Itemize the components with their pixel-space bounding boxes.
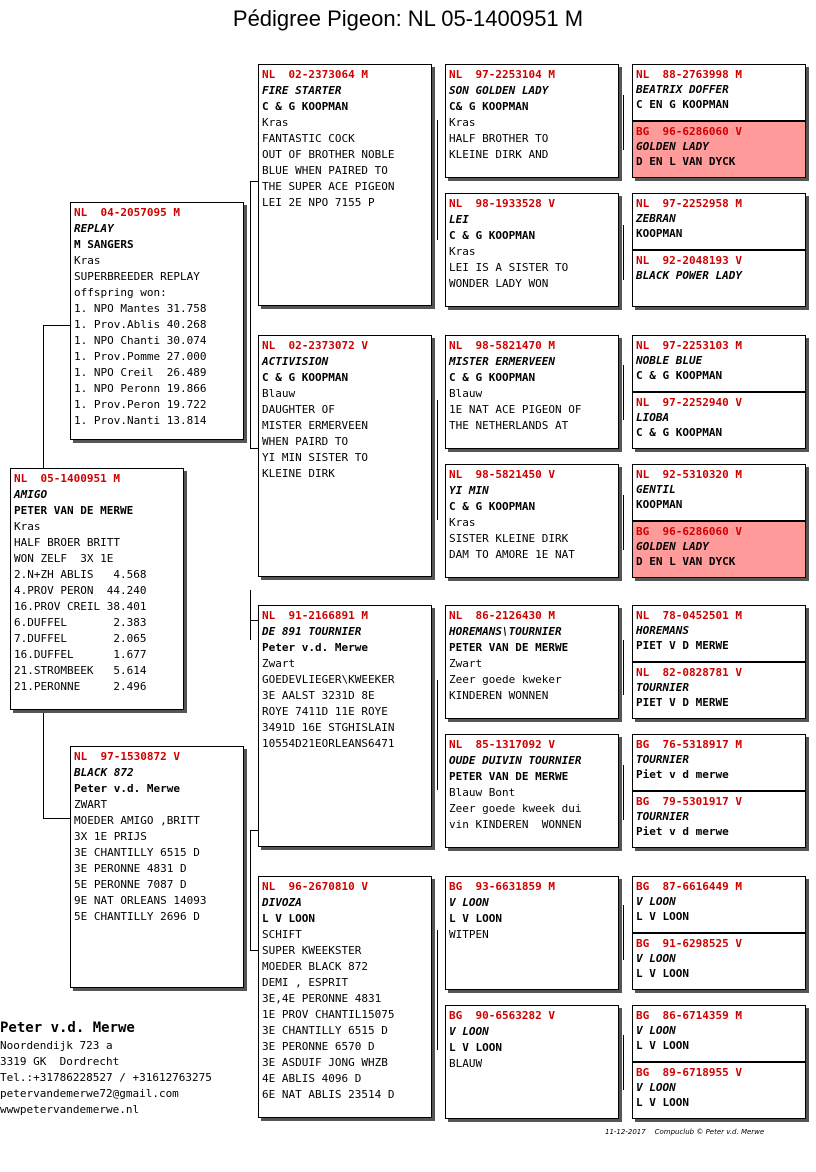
info-line: BLUE WHEN PAIRED TO (262, 164, 388, 177)
owner-name: M SANGERS (74, 238, 134, 251)
ring-number: NL 88-2763998 M (636, 68, 742, 81)
info-line: 3E PERONNE 6570 D (262, 1040, 375, 1053)
pigeon-name: V LOON (449, 896, 489, 909)
pigeon-name: DE 891 TOURNIER (262, 625, 362, 638)
info-line: LEI 2E NPO 7155 P (262, 196, 375, 209)
pigeon-name: YI MIN (449, 484, 489, 497)
ring-number: NL 96-2670810 V (262, 880, 368, 893)
connector-line (623, 905, 624, 960)
breeder-name: Peter v.d. Merwe (0, 1020, 135, 1036)
ring-number: NL 02-2373064 M (262, 68, 368, 81)
info-line: 21.STROMBEEK 5.614 (14, 664, 147, 677)
owner-name: C & G KOOPMAN (262, 371, 349, 384)
info-line: 5E PERONNE 7087 D (74, 878, 187, 891)
info-line: 3491D 16E STGHISLAIN (262, 721, 395, 734)
info-line: 1E PROV CHANTIL15075 (262, 1008, 395, 1021)
connector-line (623, 1035, 624, 1090)
pigeon-name: TOURNIER (636, 753, 689, 766)
info-line: YI MIN SISTER TO (262, 451, 368, 464)
pigeon-card (258, 335, 432, 577)
info-line: KLEINE DIRK AND (449, 148, 549, 161)
info-line: MOEDER BLACK 872 (262, 960, 368, 973)
info-line: OUT OF BROTHER NOBLE (262, 148, 395, 161)
ring-number: BG 86-6714359 M (636, 1009, 742, 1022)
info-line: SUPERBREEDER REPLAY (74, 270, 200, 283)
info-line: Kras (449, 245, 476, 258)
info-line: 2.N+ZH ABLIS 4.568 (14, 568, 147, 581)
info-line: Kras (74, 254, 101, 267)
ring-number: NL 82-0828781 V (636, 666, 742, 679)
pigeon-name: HOREMANS (636, 624, 689, 637)
pigeon-name: NOBLE BLUE (636, 354, 703, 367)
info-line: 5E CHANTILLY 2696 D (74, 910, 200, 923)
pigeon-card (445, 876, 619, 990)
info-line: 3E,4E PERONNE 4831 (262, 992, 382, 1005)
info-line: 10554D21EORLEANS6471 (262, 737, 395, 750)
ring-number: NL 91-2166891 M (262, 609, 368, 622)
info-line: WHEN PAIRD TO (262, 435, 349, 448)
owner-name: L V LOON (449, 912, 502, 925)
info-line: 9E NAT ORLEANS 14093 (74, 894, 207, 907)
pigeon-card (445, 64, 619, 178)
pigeon-name: BLACK 872 (74, 766, 134, 779)
info-line: offspring won: (74, 286, 167, 299)
pigeon-name: ZEBRAN (636, 212, 676, 225)
ring-number: BG 79-5301917 V (636, 795, 742, 808)
ring-number: BG 76-5318917 M (636, 738, 742, 751)
owner-name: PIET V D MERWE (636, 639, 729, 652)
owner-name: L V LOON (636, 910, 689, 923)
connector-line (623, 365, 624, 420)
ring-number: BG 93-6631859 M (449, 880, 555, 893)
owner-name: L V LOON (262, 912, 315, 925)
pigeon-card (632, 193, 806, 250)
pigeon-card (445, 335, 619, 449)
owner-name: Peter v.d. Merwe (74, 782, 180, 795)
info-line: 1. Prov.Pomme 27.000 (74, 350, 207, 363)
info-line: 16.PROV CREIL 38.401 (14, 600, 147, 613)
ring-number: NL 05-1400951 M (14, 472, 120, 485)
owner-name: Peter v.d. Merwe (262, 641, 368, 654)
ring-number: NL 98-1933528 V (449, 197, 555, 210)
connector-line (437, 680, 438, 790)
pigeon-card (632, 121, 806, 178)
pigeon-name: LIOBA (636, 411, 670, 424)
pigeon-card (632, 521, 806, 578)
pigeon-name: BEATRIX DOFFER (636, 83, 729, 96)
info-line: Blauw (262, 387, 296, 400)
info-line: 1. NPO Mantes 31.758 (74, 302, 207, 315)
owner-name: C & G KOOPMAN (262, 100, 349, 113)
connector-line (43, 325, 71, 326)
info-line: 3E ASDUIF JONG WHZB (262, 1056, 388, 1069)
pigeon-card (632, 64, 806, 121)
info-line: 4.PROV PERON 44.240 (14, 584, 147, 597)
ring-number: NL 92-5310320 M (636, 468, 742, 481)
connector-line (623, 225, 624, 280)
info-line: 3E CHANTILLY 6515 D (262, 1024, 388, 1037)
info-line: 1. NPO Peronn 19.866 (74, 382, 207, 395)
info-line: THE NETHERLANDS AT (449, 419, 569, 432)
info-line: WONDER LADY WON (449, 277, 549, 290)
owner-name: C EN G KOOPMAN (636, 98, 729, 111)
ring-number: BG 96-6286060 V (636, 125, 742, 138)
pigeon-name: V LOON (449, 1025, 489, 1038)
pigeon-name: ACTIVISION (262, 355, 329, 368)
connector-line (623, 495, 624, 550)
owner-name: C& G KOOPMAN (449, 100, 529, 113)
pigeon-name: V LOON (636, 952, 676, 965)
info-line: 1. Prov.Ablis 40.268 (74, 318, 207, 331)
info-line: DAM TO AMORE 1E NAT (449, 548, 575, 561)
owner-name: KOOPMAN (636, 227, 683, 240)
info-line: 7.DUFFEL 2.065 (14, 632, 147, 645)
info-line: 1. Prov.Peron 19.722 (74, 398, 207, 411)
ring-number: BG 96-6286060 V (636, 525, 742, 538)
info-line: Zeer goede kweek dui (449, 802, 582, 815)
info-line: WON ZELF 3X 1E (14, 552, 114, 565)
pigeon-card (632, 392, 806, 449)
info-line: FANTASTIC COCK (262, 132, 355, 145)
ring-number: NL 97-1530872 V (74, 750, 180, 763)
info-line: ROYE 7411D 11E ROYE (262, 705, 388, 718)
info-line: 3E PERONNE 4831 D (74, 862, 187, 875)
connector-line (43, 708, 44, 818)
breeder-address-line1: Noordendijk 723 a (0, 1039, 113, 1052)
pigeon-card (632, 791, 806, 848)
pigeon-name: MISTER ERMERVEEN (449, 355, 555, 368)
pigeon-name: HOREMANS\TOURNIER (449, 625, 562, 638)
pigeon-card (632, 662, 806, 719)
info-line: MISTER ERMERVEEN (262, 419, 368, 432)
pigeon-name: V LOON (636, 1081, 676, 1094)
pigeon-name: V LOON (636, 1024, 676, 1037)
info-line: 4E ABLIS 4096 D (262, 1072, 362, 1085)
info-line: SISTER KLEINE DIRK (449, 532, 569, 545)
pigeon-card (632, 1062, 806, 1119)
connector-line (43, 325, 44, 468)
info-line: SCHIFT (262, 928, 302, 941)
ring-number: NL 02-2373072 V (262, 339, 368, 352)
info-line: THE SUPER ACE PIGEON (262, 180, 395, 193)
connector-line (623, 765, 624, 820)
connector-line (250, 590, 251, 640)
pigeon-name: SON GOLDEN LADY (449, 84, 549, 97)
owner-name: C & G KOOPMAN (636, 426, 723, 439)
pigeon-card (70, 202, 244, 440)
owner-name: PETER VAN DE MERWE (449, 641, 569, 654)
pigeon-card (632, 464, 806, 521)
connector-line (623, 640, 624, 695)
owner-name: PETER VAN DE MERWE (14, 504, 134, 517)
info-line: KLEINE DIRK (262, 467, 335, 480)
info-line: 1. NPO Chanti 30.074 (74, 334, 207, 347)
owner-name: KOOPMAN (636, 498, 683, 511)
pigeon-card (258, 64, 432, 306)
pigeon-card (632, 335, 806, 392)
connector-line (437, 120, 438, 240)
pigeon-card (632, 605, 806, 662)
pigeon-card (70, 746, 244, 988)
info-line: 3E AALST 3231D 8E (262, 689, 375, 702)
info-line: Blauw Bont (449, 786, 516, 799)
connector-line (623, 95, 624, 150)
info-line: Kras (449, 516, 476, 529)
pigeon-name: BLACK POWER LADY (636, 269, 742, 282)
pigeon-name: LEI (449, 213, 469, 226)
connector-line (437, 400, 438, 520)
pigeon-card (445, 605, 619, 719)
ring-number: NL 98-5821450 V (449, 468, 555, 481)
owner-name: C & G KOOPMAN (449, 371, 536, 384)
pigeon-card (632, 876, 806, 933)
pigeon-card (632, 250, 806, 307)
pigeon-card (632, 1005, 806, 1062)
ring-number: NL 97-2253103 M (636, 339, 742, 352)
pigeon-name: GOLDEN LADY (636, 540, 709, 553)
owner-name: Piet v d merwe (636, 825, 729, 838)
owner-name: C & G KOOPMAN (636, 369, 723, 382)
ring-number: NL 92-2048193 V (636, 254, 742, 267)
info-line: BLAUW (449, 1057, 483, 1070)
page-title: Pédigree Pigeon: NL 05-1400951 M (232, 6, 584, 31)
info-line: 3X 1E PRIJS (74, 830, 147, 843)
breeder-contact (0, 1018, 212, 1118)
owner-name: PETER VAN DE MERWE (449, 770, 569, 783)
pigeon-name: GOLDEN LADY (636, 140, 709, 153)
owner-name: PIET V D MERWE (636, 696, 729, 709)
info-line: LEI IS A SISTER TO (449, 261, 569, 274)
owner-name: C & G KOOPMAN (449, 500, 536, 513)
ring-number: BG 87-6616449 M (636, 880, 742, 893)
ring-number: NL 97-2252958 M (636, 197, 742, 210)
pigeon-card (445, 193, 619, 307)
breeder-phone: Tel.:+31786228527 / +31612763275 (0, 1071, 212, 1084)
footer-credit: 11-12-2017 Compuclub © Peter v.d. Merwe (605, 1128, 765, 1136)
info-line: HALF BROER BRITT (14, 536, 120, 549)
ring-number: BG 90-6563282 V (449, 1009, 555, 1022)
connector-line (250, 181, 251, 448)
info-line: Zwart (262, 657, 296, 670)
pigeon-name: V LOON (636, 895, 676, 908)
info-line: 21.PERONNE 2.496 (14, 680, 147, 693)
ring-number: BG 91-6298525 V (636, 937, 742, 950)
owner-name: D EN L VAN DYCK (636, 155, 736, 168)
pigeon-name: REPLAY (74, 222, 114, 235)
connector-line (250, 830, 251, 950)
info-line: HALF BROTHER TO (449, 132, 549, 145)
pigeon-card (258, 605, 432, 847)
owner-name: L V LOON (636, 967, 689, 980)
info-line: MOEDER AMIGO ,BRITT (74, 814, 200, 827)
info-line: KINDEREN WONNEN (449, 689, 549, 702)
info-line: Kras (449, 116, 476, 129)
info-line: WITPEN (449, 928, 489, 941)
ring-number: BG 89-6718955 V (636, 1066, 742, 1079)
owner-name: D EN L VAN DYCK (636, 555, 736, 568)
info-line: DAUGHTER OF (262, 403, 335, 416)
ring-number: NL 78-0452501 M (636, 609, 742, 622)
pigeon-name: TOURNIER (636, 681, 689, 694)
owner-name: Piet v d merwe (636, 768, 729, 781)
info-line: Zwart (449, 657, 483, 670)
connector-line (43, 818, 71, 819)
owner-name: L V LOON (449, 1041, 502, 1054)
pigeon-card (445, 734, 619, 848)
pigeon-card (632, 734, 806, 791)
info-line: Kras (262, 116, 289, 129)
pigeon-name: GENTIL (636, 483, 676, 496)
ring-number: NL 04-2057095 M (74, 206, 180, 219)
owner-name: L V LOON (636, 1039, 689, 1052)
pigeon-name: OUDE DUIVIN TOURNIER (449, 754, 582, 767)
connector-line (437, 930, 438, 1050)
ring-number: NL 97-2253104 M (449, 68, 555, 81)
pigeon-name: FIRE STARTER (262, 84, 342, 97)
pigeon-card (10, 468, 184, 710)
info-line: vin KINDEREN WONNEN (449, 818, 582, 831)
ring-number: NL 86-2126430 M (449, 609, 555, 622)
info-line: 1E NAT ACE PIGEON OF (449, 403, 582, 416)
ring-number: NL 85-1317092 V (449, 738, 555, 751)
info-line: GOEDEVLIEGER\KWEEKER (262, 673, 395, 686)
pigeon-name: AMIGO (14, 488, 48, 501)
breeder-address-line2: 3319 GK Dordrecht (0, 1055, 120, 1068)
info-line: 16.DUFFEL 1.677 (14, 648, 147, 661)
pigeon-card (445, 464, 619, 578)
info-line: Kras (14, 520, 41, 533)
info-line: 1. Prov.Nanti 13.814 (74, 414, 207, 427)
pigeon-card (445, 1005, 619, 1119)
info-line: 6E NAT ABLIS 23514 D (262, 1088, 395, 1101)
pigeon-name: TOURNIER (636, 810, 689, 823)
pigeon-name: DIVOZA (262, 896, 302, 909)
pigeon-card (632, 933, 806, 990)
info-line: DEMI , ESPRIT (262, 976, 349, 989)
owner-name: L V LOON (636, 1096, 689, 1109)
info-line: SUPER KWEEKSTER (262, 944, 362, 957)
breeder-email[interactable]: petervandemerwe72@gmail.com (0, 1087, 179, 1100)
info-line: 1. NPO Creil 26.489 (74, 366, 207, 379)
breeder-website[interactable]: wwwpetervandemerwe.nl (0, 1103, 140, 1116)
ring-number: NL 98-5821470 M (449, 339, 555, 352)
info-line: Zeer goede kweker (449, 673, 562, 686)
info-line: Blauw (449, 387, 483, 400)
pigeon-card (258, 876, 432, 1118)
info-line: ZWART (74, 798, 108, 811)
owner-name: C & G KOOPMAN (449, 229, 536, 242)
info-line: 6.DUFFEL 2.383 (14, 616, 147, 629)
ring-number: NL 97-2252940 V (636, 396, 742, 409)
info-line: 3E CHANTILLY 6515 D (74, 846, 200, 859)
